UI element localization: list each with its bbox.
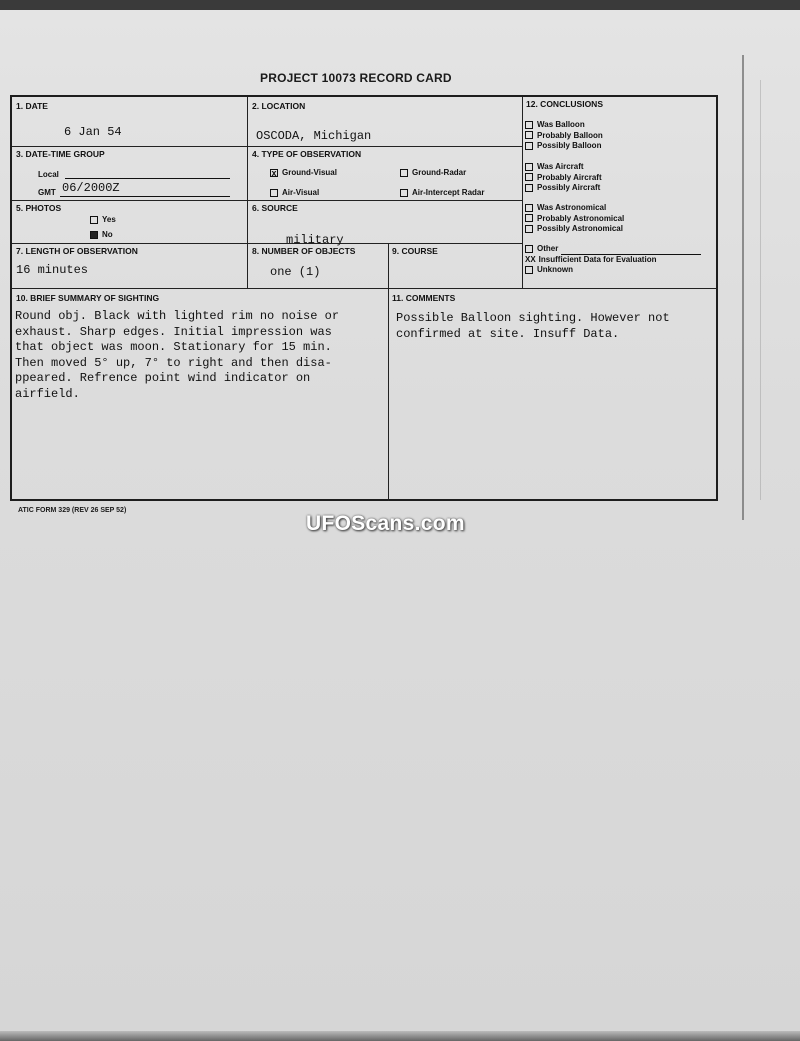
checkbox-icon	[525, 266, 533, 274]
conclusions-group-astronomical	[525, 203, 624, 235]
photos-yes-option: Yes	[90, 215, 116, 224]
conclusion-item: Probably Balloon	[525, 131, 603, 142]
scan-top-edge	[0, 0, 800, 10]
length-of-observation-label: 7. LENGTH OF OBSERVATION	[16, 246, 138, 256]
air-intercept-radar-option: Air-Intercept Radar	[400, 188, 484, 197]
photos-label: 5. PHOTOS	[16, 203, 62, 213]
air-visual-option: Air-Visual	[270, 188, 319, 197]
source-label: 6. SOURCE	[252, 203, 298, 213]
other-blank-line	[561, 245, 701, 255]
form-number: ATIC FORM 329 (REV 26 SEP 52)	[18, 507, 127, 514]
date-label: 1. DATE	[16, 101, 48, 111]
type-of-observation-label: 4. TYPE OF OBSERVATION	[252, 149, 362, 159]
checkbox-icon	[400, 169, 408, 177]
divider	[247, 97, 248, 288]
summary-line: Round obj. Black with lighted rim no noise or	[15, 309, 340, 323]
summary-line: ppeared. Refrence point wind indicator on	[15, 371, 311, 386]
conclusion-item: Probably Astronomical	[525, 214, 624, 225]
ground-radar-option: Ground-Radar	[400, 168, 466, 177]
checkbox-icon	[270, 189, 278, 197]
length-of-observation-value: 16 minutes	[16, 263, 89, 277]
gmt-label: GMT	[38, 188, 56, 197]
checkbox-icon	[525, 204, 533, 212]
local-label: Local	[38, 170, 59, 179]
conclusion-item: Was Astronomical	[525, 203, 624, 214]
gmt-field	[38, 181, 230, 197]
gmt-line	[60, 181, 230, 197]
comments-line: confirmed at site. Insuff Data.	[396, 326, 620, 341]
checkbox-checked-icon	[90, 231, 98, 239]
checkbox-icon	[525, 184, 533, 192]
summary-label: 10. BRIEF SUMMARY OF SIGHTING	[16, 293, 160, 303]
location-value: OSCODA, Michigan	[256, 129, 372, 143]
summary-line: Then moved 5° up, 7° to right and then disa-	[15, 355, 332, 370]
conclusion-item: Was Aircraft	[525, 162, 602, 173]
comments-text	[396, 311, 716, 342]
divider	[12, 288, 718, 289]
checkbox-icon	[525, 131, 533, 139]
summary-line: airfield.	[15, 386, 80, 401]
ground-visual-option: x Ground-Visual	[271, 167, 337, 178]
conclusion-item: Possibly Astronomical	[525, 224, 624, 235]
number-of-objects-value: one (1)	[270, 265, 321, 279]
course-label: 9. COURSE	[392, 246, 438, 256]
divider	[12, 243, 522, 244]
divider	[388, 243, 389, 501]
location-label: 2. LOCATION	[252, 101, 306, 111]
checkbox-icon	[525, 214, 533, 222]
divider	[522, 97, 523, 288]
comments-label: 11. COMMENTS	[392, 293, 456, 303]
checkbox-icon	[400, 189, 408, 197]
conclusions-group-balloon	[525, 120, 603, 152]
checkbox-icon	[525, 173, 533, 181]
number-of-objects-label: 8. NUMBER OF OBJECTS	[252, 246, 356, 256]
conclusion-item: Probably Aircraft	[525, 173, 602, 184]
conclusion-item-other: Other	[525, 244, 701, 255]
watermark: UFOScans.com	[306, 512, 465, 535]
gmt-value: 06/2000Z	[62, 181, 120, 195]
source-value: military	[286, 233, 344, 247]
conclusions-group-aircraft	[525, 162, 602, 194]
checkbox-checked-icon: x	[271, 167, 277, 178]
checkbox-icon	[90, 216, 98, 224]
date-value: 6 Jan 54	[64, 125, 122, 139]
conclusion-item: Possibly Balloon	[525, 141, 603, 152]
summary-line: that object was moon. Stationary for 15 min.	[15, 340, 332, 355]
local-time-field	[38, 169, 230, 179]
photos-no-option: No	[90, 230, 113, 239]
local-blank-line	[65, 169, 230, 179]
conclusion-item-insufficient: XX Insufficient Data for Evaluation	[525, 254, 657, 264]
conclusion-item: Possibly Aircraft	[525, 183, 602, 194]
conclusions-label: 12. CONCLUSIONS	[526, 99, 603, 109]
checkbox-icon	[525, 142, 533, 150]
comments-line: Possible Balloon sighting. However not	[396, 311, 670, 325]
form-title: PROJECT 10073 RECORD CARD	[260, 71, 452, 85]
summary-text	[15, 309, 385, 403]
checkbox-icon	[525, 245, 533, 253]
conclusion-item: Unknown	[525, 265, 701, 276]
conclusion-item: Was Balloon	[525, 120, 603, 131]
conclusions-group-other	[525, 244, 701, 276]
checkbox-checked-icon: XX	[525, 254, 536, 264]
summary-line: exhaust. Sharp edges. Initial impression was	[15, 324, 332, 339]
scan-bottom-edge	[0, 1031, 800, 1041]
record-card-form	[10, 95, 718, 501]
scan-artifact-line	[742, 55, 744, 520]
divider	[12, 146, 522, 147]
scan-artifact-line	[760, 80, 761, 500]
checkbox-icon	[525, 163, 533, 171]
checkbox-icon	[525, 225, 533, 233]
divider	[12, 200, 522, 201]
checkbox-icon	[525, 121, 533, 129]
date-time-group-label: 3. DATE-TIME GROUP	[16, 149, 105, 159]
